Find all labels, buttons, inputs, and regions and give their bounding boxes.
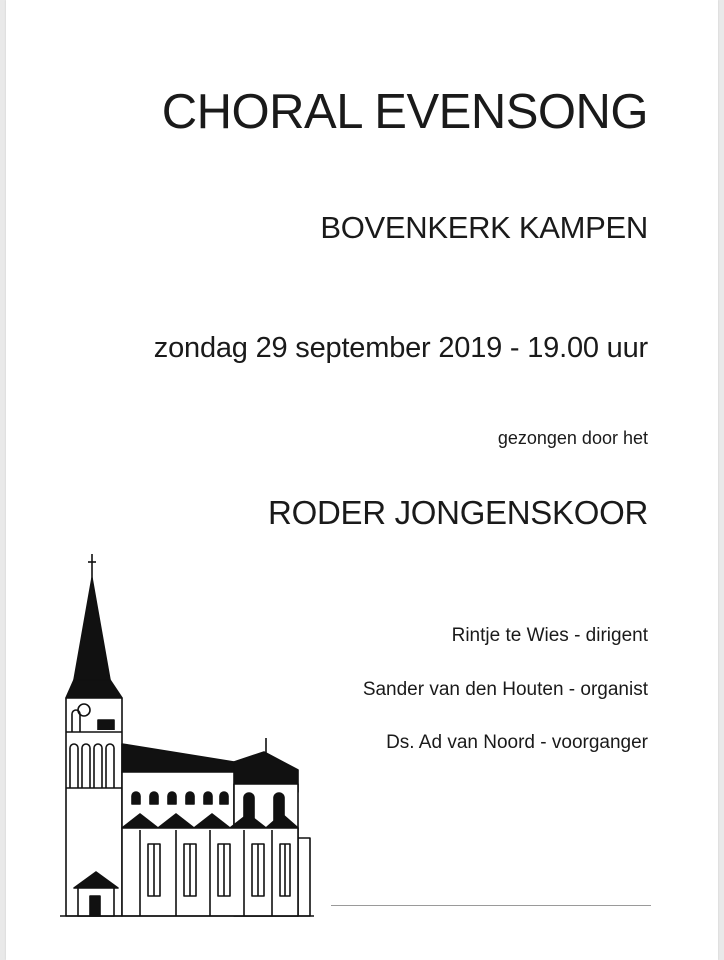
choir-name: RODER JONGENSKOOR	[268, 494, 648, 531]
signature-line	[331, 905, 651, 906]
organist-credit: Sander van den Houten - organist	[362, 679, 648, 700]
church-illustration-icon	[52, 548, 322, 920]
event-date-time: zondag 29 september 2019 - 19.00 uur	[153, 332, 648, 364]
venue-name: BOVENKERK KAMPEN	[320, 210, 648, 245]
sung-by-label: gezongen door het	[497, 428, 648, 448]
conductor-credit: Rintje te Wies - dirigent	[451, 625, 648, 646]
poster-title: CHORAL EVENSONG	[161, 85, 648, 139]
poster-page	[6, 0, 718, 960]
minister-credit: Ds. Ad van Noord - voorganger	[386, 732, 648, 753]
